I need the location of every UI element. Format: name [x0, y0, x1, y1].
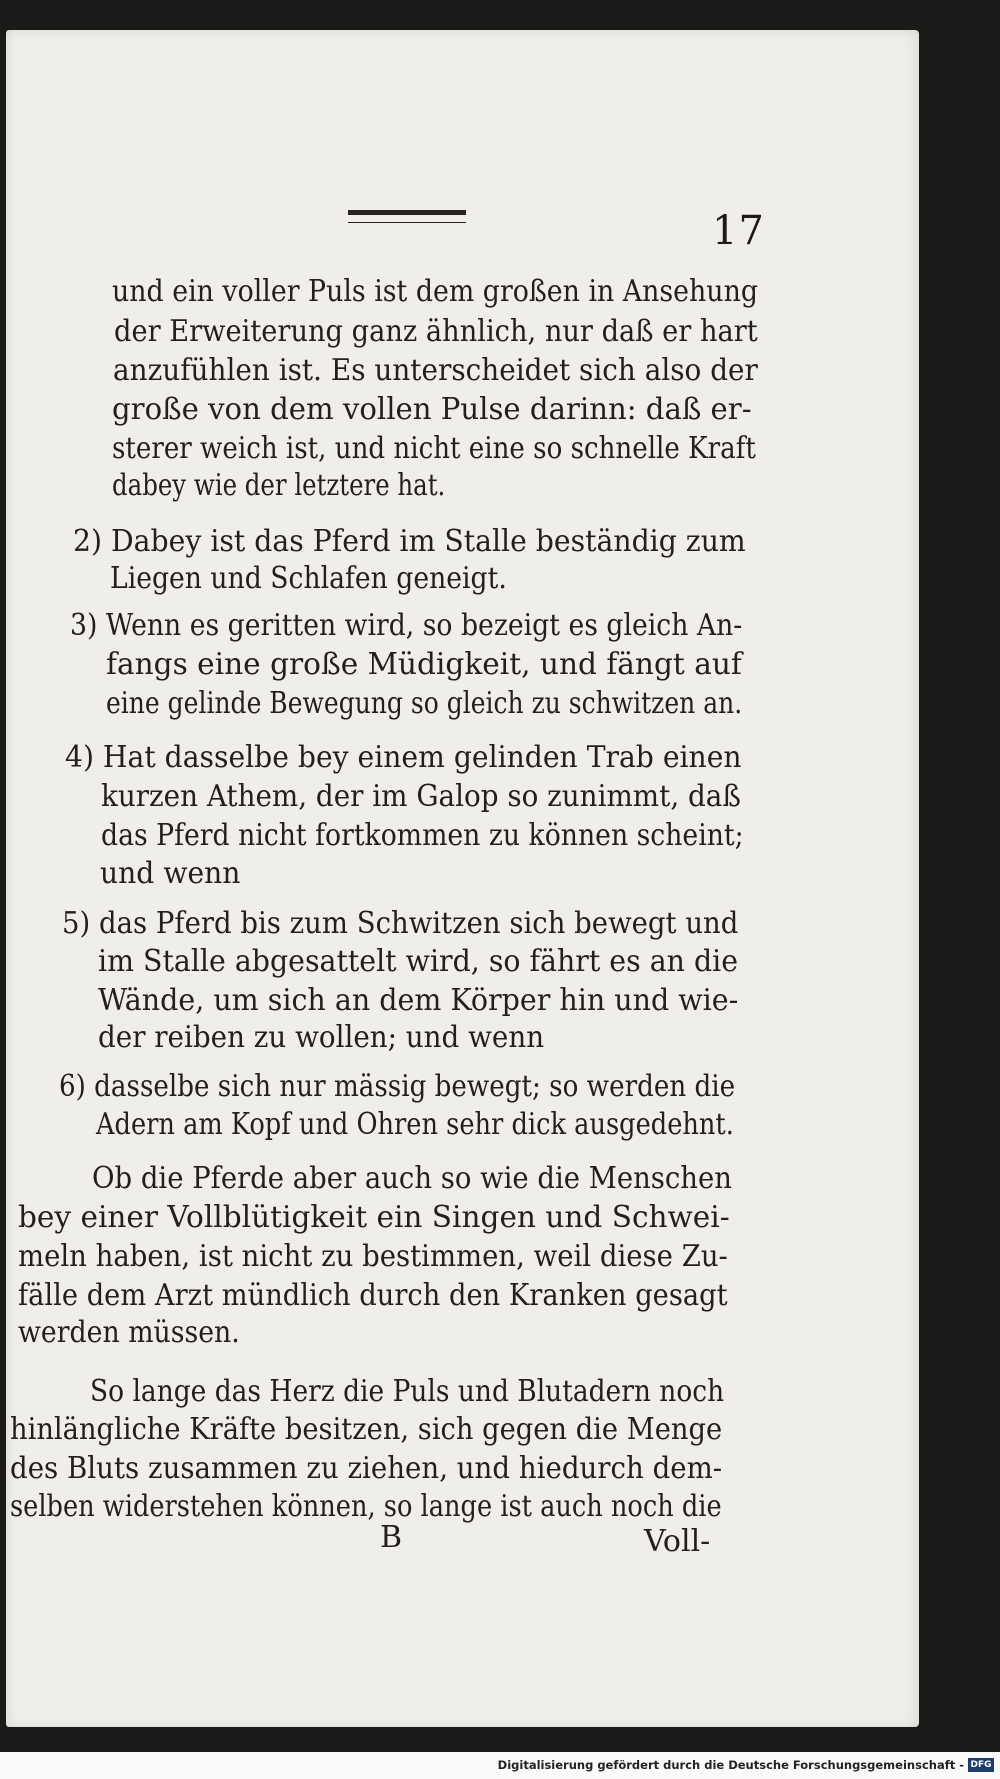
- text-line: anzufühlen ist. Es unterscheidet sich also der: [113, 353, 758, 388]
- catchword: Voll-: [644, 1524, 711, 1559]
- text-line: 5) das Pferd bis zum Schwitzen sich bewegt und: [62, 906, 739, 941]
- text-line: kurzen Athem, der im Galop so zunimmt, daß: [101, 779, 741, 814]
- text-line: So lange das Herz die Puls und Blutadern noch: [90, 1374, 725, 1409]
- text-line: Adern am Kopf und Ohren sehr dick ausgedehnt.: [96, 1107, 734, 1142]
- text-line: selben widerstehen können, so lange ist auch noch die: [10, 1489, 722, 1524]
- text-line: hinlängliche Kräfte besitzen, sich gegen die Menge: [10, 1412, 723, 1447]
- text-line: fangs eine große Müdigkeit, und fängt auf: [106, 647, 742, 682]
- text-line: große von dem vollen Pulse darinn: daß er-: [112, 392, 752, 427]
- text-line: Liegen und Schlafen geneigt.: [110, 561, 507, 596]
- footer-bar: [0, 1752, 1000, 1779]
- text-line: das Pferd nicht fortkommen zu können scheint;: [101, 818, 744, 853]
- text-line: dabey wie der letztere hat.: [112, 468, 446, 503]
- text-line: 4) Hat dasselbe bey einem gelinden Trab einen: [65, 740, 742, 775]
- text-line: bey einer Vollblütigkeit ein Singen und Schwei-: [18, 1200, 730, 1235]
- text-line: eine gelinde Bewegung so gleich zu schwitzen an.: [106, 686, 743, 721]
- text-line: im Stalle abgesattelt wird, so fährt es an die: [98, 944, 739, 979]
- text-line: fälle dem Arzt mündlich durch den Kranken gesagt: [18, 1278, 728, 1313]
- text-line: sterer weich ist, und nicht eine so schnelle Kraft: [112, 431, 756, 466]
- text-line: und ein voller Puls ist dem großen in Ansehung: [112, 274, 758, 309]
- text-line: der reiben zu wollen; und wenn: [98, 1020, 545, 1055]
- text-line: und wenn: [100, 856, 241, 891]
- text-line: 3) Wenn es geritten wird, so bezeigt es gleich An-: [70, 608, 743, 643]
- text-line: des Bluts zusammen zu ziehen, und hiedurch dem-: [10, 1451, 723, 1486]
- book-page: [6, 30, 919, 1727]
- text-line: der Erweiterung ganz ähnlich, nur daß er hart: [114, 314, 758, 349]
- text-line: 6) dasselbe sich nur mässig bewegt; so werden die: [59, 1069, 736, 1104]
- text-line: Ob die Pferde aber auch so wie die Menschen: [92, 1161, 732, 1196]
- funding-credit: Digitalisierung gefördert durch die Deutsche Forschungsgemeinschaft -: [497, 1758, 964, 1772]
- text-line: 2) Dabey ist das Pferd im Stalle beständig zum: [73, 524, 746, 559]
- signature-mark: B: [380, 1520, 403, 1555]
- header-rule: [348, 210, 466, 223]
- dfg-logo-icon: DFG: [968, 1758, 994, 1772]
- text-line: werden müssen.: [18, 1315, 240, 1350]
- text-line: meln haben, ist nicht zu bestimmen, weil diese Zu-: [18, 1239, 728, 1274]
- page-number: 17: [712, 208, 765, 254]
- text-line: Wände, um sich an dem Körper hin und wie-: [98, 983, 739, 1018]
